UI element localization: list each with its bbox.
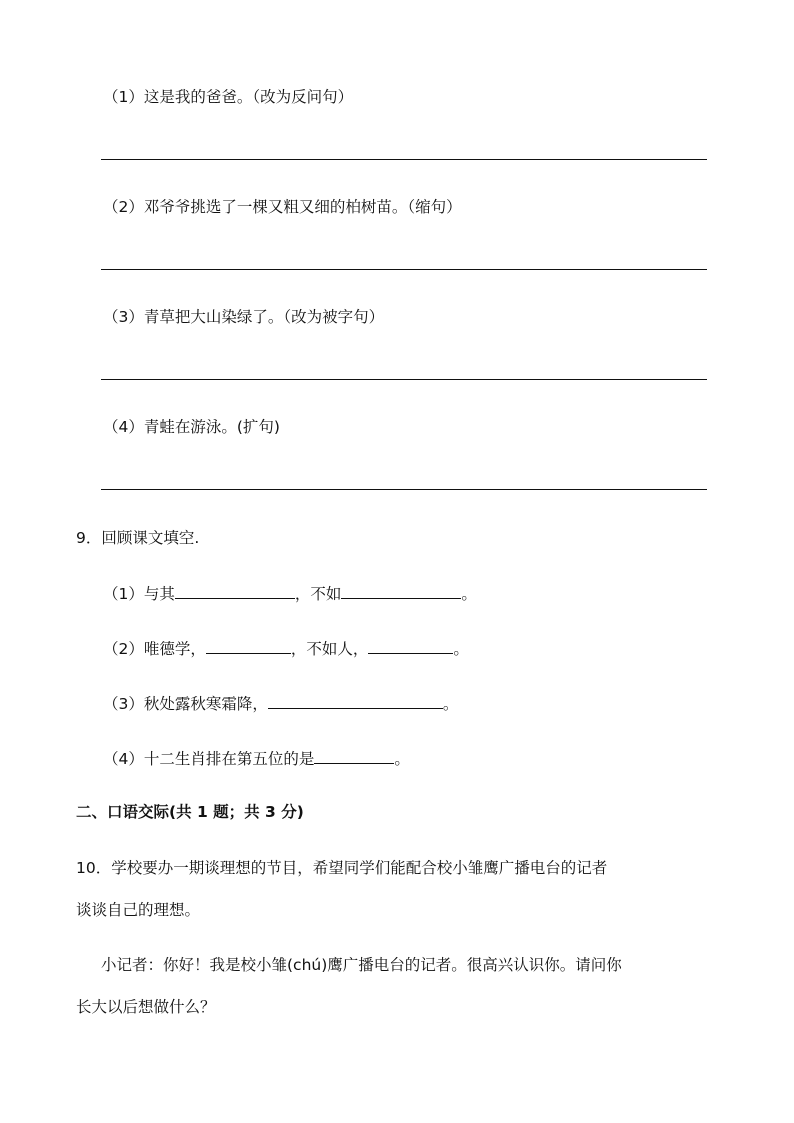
answer-line-3[interactable]: [101, 379, 707, 380]
q9-item-4: [103, 747, 410, 770]
question-10-line-2: 谈谈自己的理想。: [76, 901, 201, 919]
q9-item-4-blank[interactable]: [314, 747, 394, 764]
q9-item-2-suffix: 。: [453, 640, 469, 658]
q9-item-3-prefix: （3）秋处露秋寒霜降，: [103, 695, 268, 713]
q9-item-2: [103, 637, 469, 660]
q9-item-2-blank-b[interactable]: [368, 637, 453, 654]
rewrite-item-2: （2）邓爷爷挑选了一棵又粗又细的柏树苗。（缩句）: [103, 198, 462, 216]
q9-item-2-blank-a[interactable]: [206, 637, 291, 654]
q9-item-2-middle: ，不如人，: [290, 640, 369, 658]
q9-item-1-prefix: （1）与其: [103, 585, 175, 603]
answer-line-2[interactable]: [101, 269, 707, 270]
section-2-heading: 二、口语交际(共 1 题；共 3 分): [76, 803, 304, 821]
question-9-title: 9．回顾课文填空.: [76, 529, 200, 547]
answer-line-4[interactable]: [101, 489, 707, 490]
dialog-line-1: 小记者：你好！我是校小雏(chú)鹰广播电台的记者。很高兴认识你。请问你: [101, 956, 622, 974]
rewrite-item-4: （4）青蛙在游泳。(扩句): [103, 418, 280, 436]
q9-item-1: [103, 582, 477, 605]
q9-item-4-prefix: （4）十二生肖排在第五位的是: [103, 750, 315, 768]
q9-item-1-blank-b[interactable]: [341, 582, 461, 599]
q9-item-3: [103, 692, 458, 715]
answer-line-1[interactable]: [101, 159, 707, 160]
q9-item-4-suffix: 。: [394, 750, 410, 768]
rewrite-item-1: （1）这是我的爸爸。（改为反问句）: [103, 88, 354, 106]
q9-item-1-suffix: 。: [461, 585, 477, 603]
q9-item-3-blank[interactable]: [268, 692, 443, 709]
q9-item-2-prefix: （2）唯德学，: [103, 640, 206, 658]
dialog-line-2: 长大以后想做什么？: [76, 998, 216, 1016]
q9-item-1-blank-a[interactable]: [175, 582, 295, 599]
rewrite-item-3: （3）青草把大山染绿了。（改为被字句）: [103, 308, 385, 326]
question-10-line-1: 10．学校要办一期谈理想的节目，希望同学们能配合校小雏鹰广播电台的记者: [76, 859, 608, 877]
q9-item-1-middle: ，不如: [294, 585, 342, 603]
q9-item-3-suffix: 。: [442, 695, 459, 713]
